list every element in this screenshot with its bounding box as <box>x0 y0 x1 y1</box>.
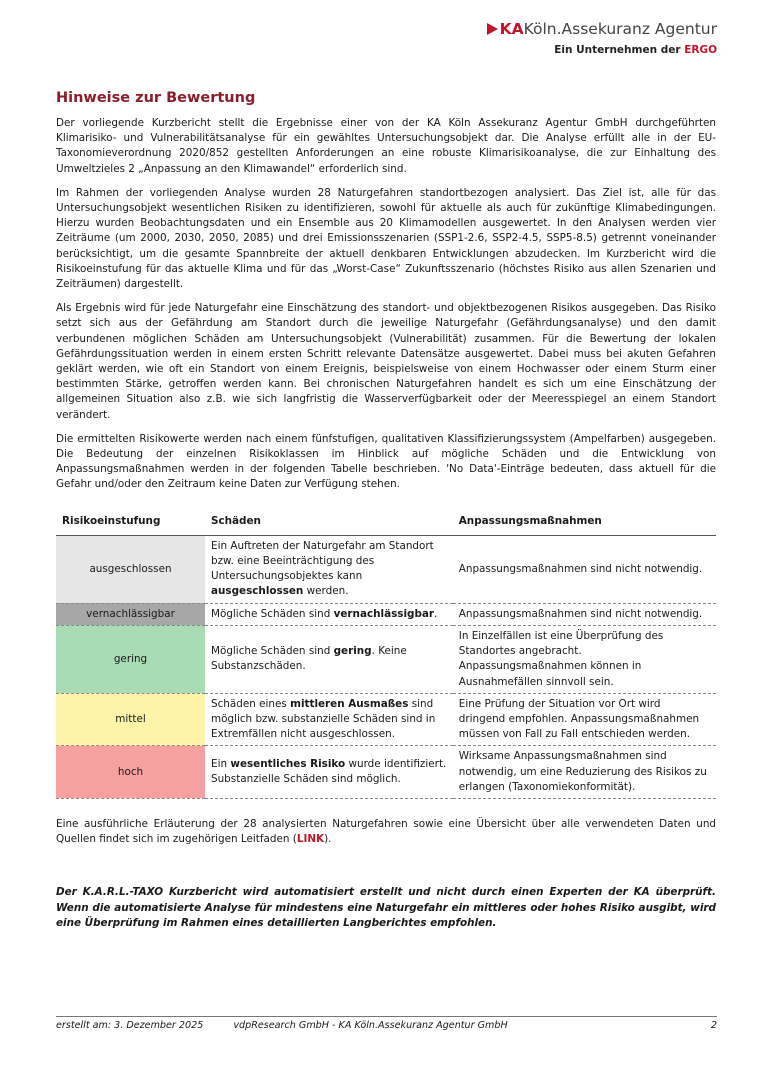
intro-paragraph: Der vorliegende Kurzbericht stellt die Ergebnisse einer von der KA Köln Assekuranz Agentur GmbH durchgeführten Klimarisiko- und Vulnerabilitätsanalyse für ein gewähltes Untersuchungsobjekt dar. Die Analyse erfüllt alle in der EU-Taxonomieverordnung 2020/852 gestellten Anforderungen an eine robuste Klimarisikoanalyse, die zur Einhaltung des Umweltzieles 2 „Anpassung an den Klimawandel“ erforderlich sind. <box>56 117 716 175</box>
damage-emphasis: wesentliches Risiko <box>230 757 346 770</box>
logo-name: Köln.Assekuranz Agentur <box>523 20 717 38</box>
logo-subline <box>487 44 717 56</box>
table-header-row <box>56 512 716 536</box>
table-row <box>56 746 716 799</box>
damage-cell <box>205 625 453 693</box>
damage-text: . Keine Substanzschäden. <box>211 645 407 673</box>
table-row <box>56 603 716 625</box>
damage-cell <box>205 746 453 799</box>
risk-level-cell: mittel <box>56 693 205 746</box>
risk-level-cell: vernachlässigbar <box>56 603 205 625</box>
classification-paragraph: Die ermittelten Risikowerte werden nach einem fünfstufigen, qualitativen Klassifizierungssystem (Ampelfarben) ausgegeben. Die Bedeutung der einzelnen Risikoklassen im Hinblick auf mögliche Schäden und die Entwicklung von Anpassungsmaßnahmen werden in der folgenden Tabelle beschrieben. 'No Data'-Einträge bedeuten, dass aktuell für die Gefahr und/oder den Zeitraum keine Daten zur Verfügung stehen. <box>56 432 716 491</box>
damage-text: . <box>434 607 438 620</box>
damage-emphasis: mittleren Ausmaßes <box>290 697 409 710</box>
header-damage: Schäden <box>205 512 453 536</box>
main-content <box>56 90 716 940</box>
measures-cell: Wirksame Anpassungsmaßnahmen sind notwendig, um eine Reduzierung des Risikos zu erlangen (Taxonomiekonformität). <box>453 746 716 799</box>
table-row <box>56 693 716 746</box>
logo-arrow-icon <box>487 23 498 35</box>
table-row <box>56 535 716 603</box>
damage-text: Mögliche Schäden sind <box>211 607 334 620</box>
damage-text: Ein Auftreten der Naturgefahr am Standort bzw. eine Beeinträchtigung des Untersuchungsobjektes kann <box>211 539 434 583</box>
logo-ergo: ERGO <box>684 44 717 56</box>
guide-link[interactable]: LINK <box>296 833 325 846</box>
damage-text: Ein <box>211 757 231 770</box>
damage-text: werden. <box>303 585 349 598</box>
header-risk-level: Risikoeinstufung <box>56 512 205 536</box>
automation-note: Der K.A.R.L.-TAXO Kurzbericht wird automatisiert erstellt und nicht durch einen Experten der KA überprüft. Wenn die automatisierte Analyse für mindestens eine Naturgefahr ein mittleres oder hohes Risiko ausgibt, wird eine Überprüfung im Rahmen eines detaillierten Langberichtes empfohlen. <box>56 886 716 929</box>
risk-level-cell: gering <box>56 625 205 693</box>
measures-cell: Anpassungsmaßnahmen sind nicht notwendig. <box>453 535 716 603</box>
result-paragraph: Als Ergebnis wird für jede Naturgefahr eine Einschätzung des standort- und objektbezogenen Risikos ausgegeben. Das Risiko setzt sich aus der Gefährdung am Standort durch die jeweilige Naturgefahr (Gefährdungsanalyse) und den damit verbundenen möglichen Schäden am Untersuchungsobjekt (Vulnerabilität) zusammen. Für die Bewertung der lokalen Gefährdungssituation werden in einem ersten Schritt relevante Datensätze ausgewertet. Dabei muss bei akuten Gefahren geklärt werden, wie oft ein Standort von einem Ereignis, beispielsweise von einem Hochwasser oder einem Sturm einer bestimmten Stärke, getroffen werden kann. Bei chronischen Naturgefahren handelt es sich um eine Einschätzung der allgemeinen Situation also z.B. wie sich langfristig die Wasserverfügbarkeit oder der Meeresspiegel an einem Standort verändert. <box>56 302 716 421</box>
damage-cell <box>205 693 453 746</box>
damage-emphasis: vernachlässigbar <box>333 607 435 620</box>
damage-emphasis: ausgeschlossen <box>211 585 304 598</box>
footnote-text: Eine ausführliche Erläuterung der 28 analysierten Naturgefahren sowie eine Übersicht über alle verwendeten Daten und Quellen findet sich im zugehörigen Leitfaden ( <box>56 817 716 846</box>
page-footer <box>56 1016 717 1031</box>
damage-text: wurde identifiziert. Substanzielle Schäden sind möglich. <box>211 757 447 786</box>
risk-class-table <box>56 512 716 799</box>
header-measures: Anpassungsmaßnahmen <box>453 512 716 536</box>
table-row <box>56 625 716 693</box>
footer-company: vdpResearch GmbH - KA Köln.Assekuranz Agentur GmbH <box>233 1020 508 1031</box>
damage-emphasis: gering <box>333 645 372 658</box>
measures-cell: Eine Prüfung der Situation vor Ort wird dringend empfohlen. Anpassungsmaßnahmen müssen von Fall zu Fall entschieden werden. <box>453 693 716 746</box>
damage-text: Mögliche Schäden sind <box>211 645 334 658</box>
page-title: Hinweise zur Bewertung <box>56 90 256 106</box>
risk-level-cell: hoch <box>56 746 205 799</box>
logo-sub-prefix: Ein Unternehmen der <box>554 44 685 56</box>
guide-footnote <box>56 817 716 847</box>
footer-date: erstellt am: 3. Dezember 2025 <box>56 1020 204 1031</box>
measures-cell: Anpassungsmaßnahmen sind nicht notwendig. <box>453 603 716 625</box>
damage-text: Schäden eines <box>211 697 291 710</box>
analysis-paragraph: Im Rahmen der vorliegenden Analyse wurden 28 Naturgefahren standortbezogen analysiert. Das Ziel ist, alle für das Untersuchungsobjekt wesentlichen Risiken zu identifizieren, sowohl für aktuelle als auch für zukünftige Klimabedingungen. Hierzu wurden Beobachtungsdaten und ein Ensemble aus 20 Klimamodellen ausgewertet. In den Analysen werden vier Zeiträume (um 2000, 2030, 2050, 2085) und drei Emissionsszenarien (SSP1-2.6, SSP2-4.5, SSP5-8.5) getrennt voneinander berücksichtigt, um die gesamte Spannbreite der aktuell denkbaren Entwicklungen abzudecken. Im Kurzbericht wird die Risikoeinstufung für das aktuelle Klima und für das „Worst-Case“ Zukunftsszenario (höchstes Risiko aus allen Szenarien und Zeiträumen) dargestellt. <box>56 186 716 291</box>
risk-level-cell: ausgeschlossen <box>56 535 205 603</box>
company-logo <box>487 20 717 56</box>
logo-wordmark <box>487 20 717 38</box>
damage-cell <box>205 535 453 603</box>
measures-cell: In Einzelfällen ist eine Überprüfung des Standortes angebracht. Anpassungsmaßnahmen können in Ausnahmefällen sinnvoll sein. <box>453 625 716 693</box>
logo-ka: KA <box>499 20 524 38</box>
page-number: 2 <box>710 1020 717 1031</box>
footnote-text: ). <box>324 833 332 846</box>
damage-cell <box>205 603 453 625</box>
damage-text: sind möglich bzw. substanzielle Schäden sind in Extremfällen nicht ausgeschlossen. <box>211 697 436 741</box>
